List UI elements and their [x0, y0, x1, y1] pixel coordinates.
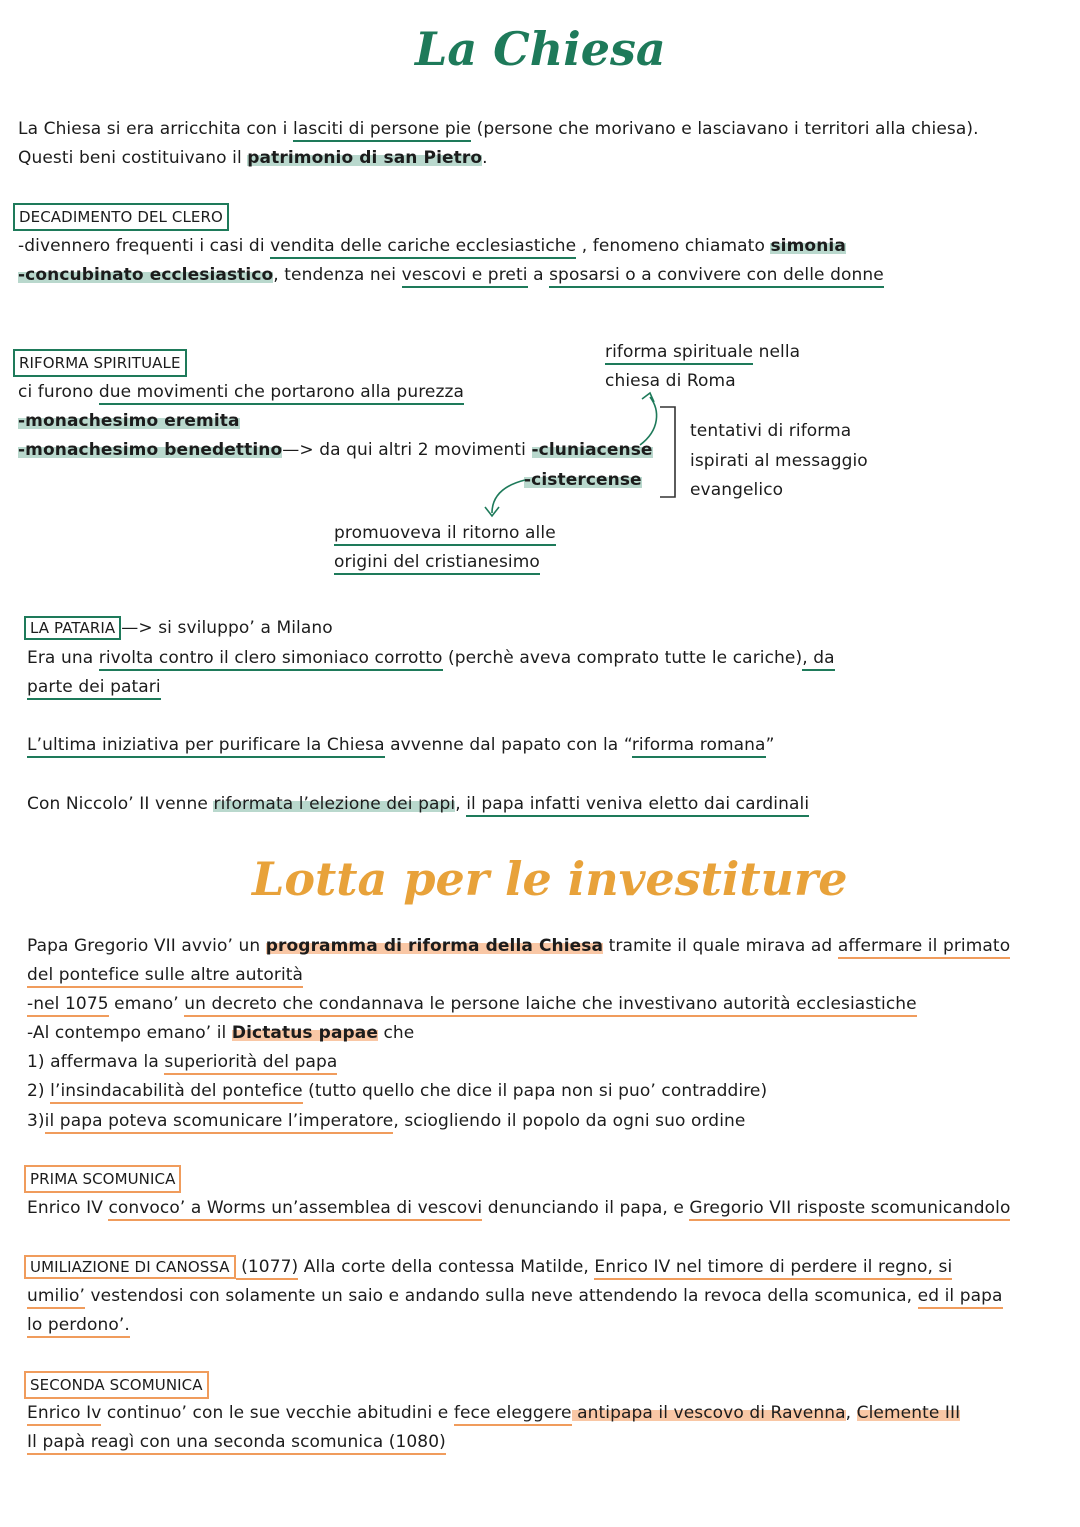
superiorita-phrase: superiorità del papa [164, 1052, 337, 1075]
pataria-header: LA PATARIA [24, 616, 121, 640]
vendita-phrase: vendita delle cariche ecclesiastiche [270, 236, 576, 259]
canossa-line-2 [27, 1285, 1003, 1307]
page-title: La Chiesa [415, 22, 666, 76]
lotta-line-6 [27, 1080, 767, 1102]
side-note-5: evangelico [690, 480, 784, 500]
text: 2) [27, 1081, 51, 1101]
text: (perchè aveva comprato tutte le cariche) [442, 648, 803, 668]
sposarsi-phrase: sposarsi o a convivere con delle donne [549, 265, 884, 288]
anno-1077: (1077) [236, 1257, 299, 1280]
lasciti-phrase: lasciti di persone pie [293, 119, 471, 142]
decadimento-line-2 [18, 264, 884, 286]
text: che [377, 1023, 415, 1043]
text: —> si sviluppo’ a Milano [121, 618, 333, 638]
intro-line-1 [18, 118, 979, 140]
prima-header: PRIMA SCOMUNICA [24, 1165, 181, 1193]
primato-phrase: affermare il primato [838, 936, 1010, 959]
riforma-romana-phrase: riforma romana [632, 735, 766, 758]
perdono-phrase: lo perdono’. [27, 1315, 130, 1338]
rivolta-phrase: rivolta contro il clero simoniaco corrotto [99, 648, 443, 671]
text: avvenne dal papato con la “ [384, 735, 632, 755]
text: Con Niccolo’ II venne [27, 794, 214, 814]
text: 1) affermava la [27, 1052, 165, 1072]
riforma-spirituale-phrase: riforma spirituale [605, 342, 753, 365]
text: emano’ [108, 994, 185, 1014]
antipapa-phrase: antipapa il vescovo di Ravenna [571, 1403, 846, 1423]
intro-line-2 [18, 147, 488, 169]
text: -divennero frequenti i casi di [18, 236, 271, 256]
text: —> da qui altri 2 movimenti [282, 440, 532, 460]
anno-1075: -nel 1075 [27, 994, 109, 1017]
seconda-line-2 [27, 1431, 446, 1453]
intro-text: Questi beni costituivano il [18, 148, 248, 168]
cluniacense-term: -cluniacense [531, 440, 653, 460]
decreto-phrase: un decreto che condannava le persone laiche che investivano autorità ecclesiastiche [184, 994, 916, 1017]
patrimonio-phrase: patrimonio di san Pietro [247, 148, 483, 168]
pataria-line-3 [27, 734, 775, 756]
due-movimenti-phrase: due movimenti che portarono alla purezza [99, 382, 464, 405]
text: , sciogliendo il popolo da ogni suo ordine [393, 1111, 746, 1131]
benedettino-term: -monachesimo benedettino [18, 440, 283, 460]
vescovi-phrase: vescovi e preti [402, 265, 528, 288]
programma-phrase: programma di riforma della Chiesa [265, 936, 604, 956]
pontefice-phrase: del pontefice sulle altre autorità [27, 965, 303, 988]
gregorio-phrase: Gregorio VII risposte scomunicandolo [689, 1198, 1010, 1221]
text: , fenomeno chiamato [576, 236, 771, 256]
pataria-line-4 [27, 793, 809, 815]
text: , [845, 1403, 857, 1423]
eremita-term: -monachesimo eremita [18, 411, 240, 431]
intro-text: . [482, 148, 488, 168]
up-arrow-curve [640, 397, 657, 445]
dictatus-term: Dictatus papae [231, 1023, 378, 1043]
riforma-line-2 [18, 410, 240, 432]
lotta-line-2 [27, 964, 303, 986]
side-note-4: ispirati al messaggio [690, 451, 868, 471]
seconda-scomunica-phrase: Il papà reagì con una seconda scomunica (1080) [27, 1432, 446, 1455]
text: 3) [27, 1111, 45, 1131]
riforma-header: RIFORMA SPIRITUALE [13, 349, 187, 377]
text: Enrico IV [27, 1198, 109, 1218]
elezione-phrase: riformata l’elezione dei papi [213, 794, 456, 814]
side-note-1 [605, 341, 800, 363]
umilio-term: umilio’ [27, 1286, 85, 1309]
below-note-2 [334, 551, 540, 573]
pataria-line-2 [27, 676, 161, 698]
down-arrow-curve [492, 480, 525, 513]
text: Era una [27, 648, 99, 668]
insindacabilita-phrase: l’insindacabilità del pontefice [50, 1081, 302, 1104]
promuoveva-phrase: promuoveva il ritorno alle [334, 523, 556, 546]
text: denunciando il papa, e [482, 1198, 690, 1218]
text: nella [753, 342, 801, 362]
cardinali-phrase: il papa infatti veniva eletto dai cardinali [466, 794, 809, 817]
text: ci furono [18, 382, 99, 402]
text: ” [765, 735, 775, 755]
origini-phrase: origini del cristianesimo [334, 552, 540, 575]
lotta-line-3 [27, 993, 917, 1015]
text: vestendosi con solamente un saio e andando sulla neve attendendo la revoca della scomunica, [85, 1286, 918, 1306]
text: , [455, 794, 467, 814]
papa-phrase: ed il papa [918, 1286, 1003, 1309]
decadimento-header: DECADIMENTO DEL CLERO [13, 203, 229, 231]
bracket-shape [660, 407, 675, 497]
lotta-line-5 [27, 1051, 337, 1073]
da-phrase: , da [802, 648, 834, 671]
side-note-2: chiesa di Roma [605, 371, 736, 391]
section-title: Lotta per le investiture [252, 852, 848, 906]
text: Alla corte della contessa Matilde, [298, 1257, 595, 1277]
worms-phrase: convoco’ a Worms un’assemblea di vescovi [108, 1198, 482, 1221]
lotta-line-4 [27, 1022, 414, 1044]
fece-eleggere-phrase: fece eleggere [454, 1403, 572, 1426]
canossa-header: UMILIAZIONE DI CANOSSA [24, 1255, 236, 1279]
seconda-header: SECONDA SCOMUNICA [24, 1371, 209, 1399]
below-note-1 [334, 522, 556, 544]
patari-phrase: parte dei patari [27, 677, 161, 700]
text: a [527, 265, 550, 285]
side-note-3: tentativi di riforma [690, 421, 852, 441]
text: (tutto quello che dice il papa non si puo’ contraddire) [302, 1081, 768, 1101]
lotta-line-7 [27, 1110, 745, 1132]
pataria-line-0 [24, 617, 333, 639]
prima-line-1 [27, 1197, 1010, 1219]
text: tramite il quale mirava ad [603, 936, 838, 956]
canossa-line-1 [24, 1256, 952, 1278]
clemente-term: Clemente III [856, 1403, 961, 1423]
enrico-iv-term: Enrico Iv [27, 1403, 101, 1426]
ultima-iniziativa-phrase: L’ultima iniziativa per purificare la Chiesa [27, 735, 385, 758]
text: , tendenza nei [273, 265, 402, 285]
decadimento-line-1 [18, 235, 846, 257]
intro-text: La Chiesa si era arricchita con i [18, 119, 294, 139]
lotta-line-1 [27, 935, 1010, 957]
canossa-line-3 [27, 1314, 130, 1336]
riforma-arrows [470, 385, 710, 525]
text: continuo’ con le sue vecchie abitudini e [101, 1403, 454, 1423]
text: Papa Gregorio VII avvio’ un [27, 936, 266, 956]
simonia-term: simonia [770, 236, 846, 256]
seconda-line-1 [27, 1402, 960, 1424]
riforma-line-1 [18, 381, 464, 403]
scomunicare-phrase: il papa poteva scomunicare l’imperatore [45, 1111, 394, 1134]
enrico-phrase: Enrico IV nel timore di perdere il regno, si [594, 1257, 952, 1280]
text: -Al contempo emano’ il [27, 1023, 232, 1043]
intro-text: (persone che morivano e lasciavano i territori alla chiesa). [471, 119, 979, 139]
cistercense-term: -cistercense [524, 470, 642, 490]
pataria-line-1 [27, 647, 835, 669]
concubinato-term: -concubinato ecclesiastico [18, 265, 274, 285]
